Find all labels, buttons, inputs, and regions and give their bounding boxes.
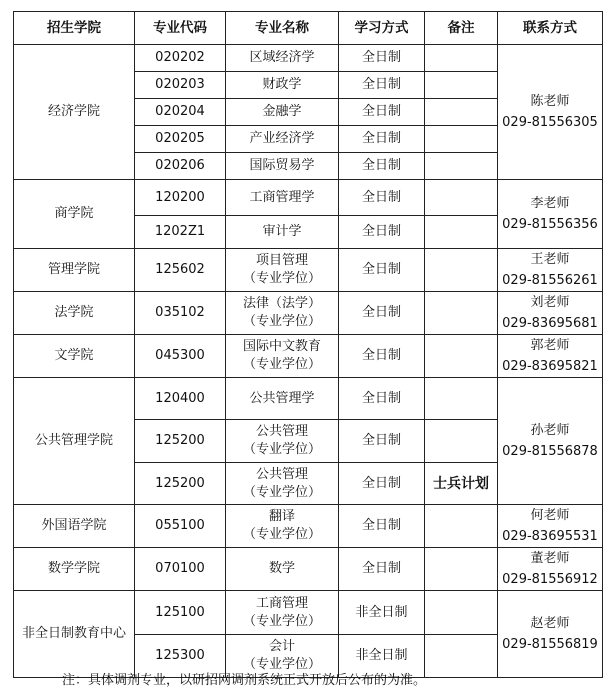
- header-mode: 学习方式: [339, 12, 425, 45]
- major-name-cell: 财政学: [226, 72, 339, 99]
- code-cell: 070100: [135, 548, 226, 591]
- table-row: [14, 505, 603, 548]
- header-row: [14, 12, 603, 45]
- study-mode-cell: 全日制: [339, 505, 425, 548]
- contact-cell: 赵老师 029-81556819: [498, 591, 603, 678]
- school-cell: 经济学院: [14, 45, 135, 180]
- note-cell: [425, 591, 498, 635]
- study-mode-cell: 全日制: [339, 216, 425, 249]
- note-cell: [425, 126, 498, 153]
- major-name-cell: 项目管理 （专业学位）: [226, 249, 339, 292]
- table-row: [14, 548, 603, 591]
- school-cell: 商学院: [14, 180, 135, 249]
- major-name-cell: 会计 （专业学位）: [226, 635, 339, 678]
- study-mode-cell: 非全日制: [339, 591, 425, 635]
- adjustment-majors-table: [13, 11, 603, 678]
- code-cell: 020202: [135, 45, 226, 72]
- note-cell: [425, 249, 498, 292]
- table-row: [14, 45, 603, 72]
- study-mode-cell: 全日制: [339, 45, 425, 72]
- major-name-cell: 数学: [226, 548, 339, 591]
- note-cell: [425, 505, 498, 548]
- note-cell: [425, 180, 498, 216]
- header-name: 专业名称: [226, 12, 339, 45]
- header-school: 招生学院: [14, 12, 135, 45]
- contact-cell: 刘老师 029-83695681: [498, 292, 603, 335]
- major-name-cell: 金融学: [226, 99, 339, 126]
- school-cell: 文学院: [14, 335, 135, 378]
- footnote: 注：具体调剂专业，以研招网调剂系统正式开放后公布的为准。: [62, 673, 427, 688]
- major-name-cell: 区域经济学: [226, 45, 339, 72]
- code-cell: 020205: [135, 126, 226, 153]
- note-cell: [425, 378, 498, 420]
- table-row: [14, 180, 603, 216]
- contact-cell: 王老师 029-81556261: [498, 249, 603, 292]
- code-cell: 120400: [135, 378, 226, 420]
- note-cell: [425, 335, 498, 378]
- table-row: [14, 292, 603, 335]
- table-row: [14, 591, 603, 635]
- note-cell: [425, 45, 498, 72]
- study-mode-cell: 非全日制: [339, 635, 425, 678]
- contact-cell: 董老师 029-81556912: [498, 548, 603, 591]
- major-name-cell: 法律（法学） （专业学位）: [226, 292, 339, 335]
- study-mode-cell: 全日制: [339, 420, 425, 463]
- contact-cell: 孙老师 029-81556878: [498, 378, 603, 505]
- major-name-cell: 审计学: [226, 216, 339, 249]
- table-row: [14, 378, 603, 420]
- school-cell: 数学学院: [14, 548, 135, 591]
- study-mode-cell: 全日制: [339, 292, 425, 335]
- school-cell: 公共管理学院: [14, 378, 135, 505]
- contact-cell: 陈老师 029-81556305: [498, 45, 603, 180]
- note-cell: [425, 635, 498, 678]
- study-mode-cell: 全日制: [339, 72, 425, 99]
- contact-cell: 郭老师 029-83695821: [498, 335, 603, 378]
- code-cell: 125200: [135, 463, 226, 505]
- school-cell: 外国语学院: [14, 505, 135, 548]
- code-cell: 035102: [135, 292, 226, 335]
- header-contact: 联系方式: [498, 12, 603, 45]
- note-cell: [425, 420, 498, 463]
- header-note: 备注: [425, 12, 498, 45]
- major-name-cell: 国际中文教育 （专业学位）: [226, 335, 339, 378]
- major-name-cell: 国际贸易学: [226, 153, 339, 180]
- study-mode-cell: 全日制: [339, 153, 425, 180]
- note-cell: [425, 99, 498, 126]
- contact-cell: 何老师 029-83695531: [498, 505, 603, 548]
- code-cell: 1202Z1: [135, 216, 226, 249]
- study-mode-cell: 全日制: [339, 249, 425, 292]
- major-name-cell: 工商管理 （专业学位）: [226, 591, 339, 635]
- table-row: [14, 335, 603, 378]
- header-code: 专业代码: [135, 12, 226, 45]
- note-cell: [425, 72, 498, 99]
- study-mode-cell: 全日制: [339, 548, 425, 591]
- study-mode-cell: 全日制: [339, 335, 425, 378]
- major-name-cell: 工商管理学: [226, 180, 339, 216]
- code-cell: 020203: [135, 72, 226, 99]
- major-name-cell: 公共管理 （专业学位）: [226, 463, 339, 505]
- note-cell: [425, 216, 498, 249]
- code-cell: 125602: [135, 249, 226, 292]
- code-cell: 125200: [135, 420, 226, 463]
- table-row: [14, 249, 603, 292]
- major-name-cell: 产业经济学: [226, 126, 339, 153]
- table-body: [14, 45, 603, 678]
- study-mode-cell: 全日制: [339, 463, 425, 505]
- note-cell: [425, 548, 498, 591]
- note-cell: [425, 153, 498, 180]
- code-cell: 125100: [135, 591, 226, 635]
- major-name-cell: 翻译 （专业学位）: [226, 505, 339, 548]
- code-cell: 020204: [135, 99, 226, 126]
- code-cell: 020206: [135, 153, 226, 180]
- note-cell: [425, 292, 498, 335]
- major-name-cell: 公共管理学: [226, 378, 339, 420]
- code-cell: 055100: [135, 505, 226, 548]
- school-cell: 非全日制教育中心: [14, 591, 135, 678]
- major-name-cell: 公共管理 （专业学位）: [226, 420, 339, 463]
- study-mode-cell: 全日制: [339, 99, 425, 126]
- code-cell: 045300: [135, 335, 226, 378]
- study-mode-cell: 全日制: [339, 126, 425, 153]
- code-cell: 120200: [135, 180, 226, 216]
- school-cell: 法学院: [14, 292, 135, 335]
- contact-cell: 李老师 029-81556356: [498, 180, 603, 249]
- study-mode-cell: 全日制: [339, 378, 425, 420]
- note-cell: 士兵计划: [425, 463, 498, 505]
- code-cell: 125300: [135, 635, 226, 678]
- school-cell: 管理学院: [14, 249, 135, 292]
- study-mode-cell: 全日制: [339, 180, 425, 216]
